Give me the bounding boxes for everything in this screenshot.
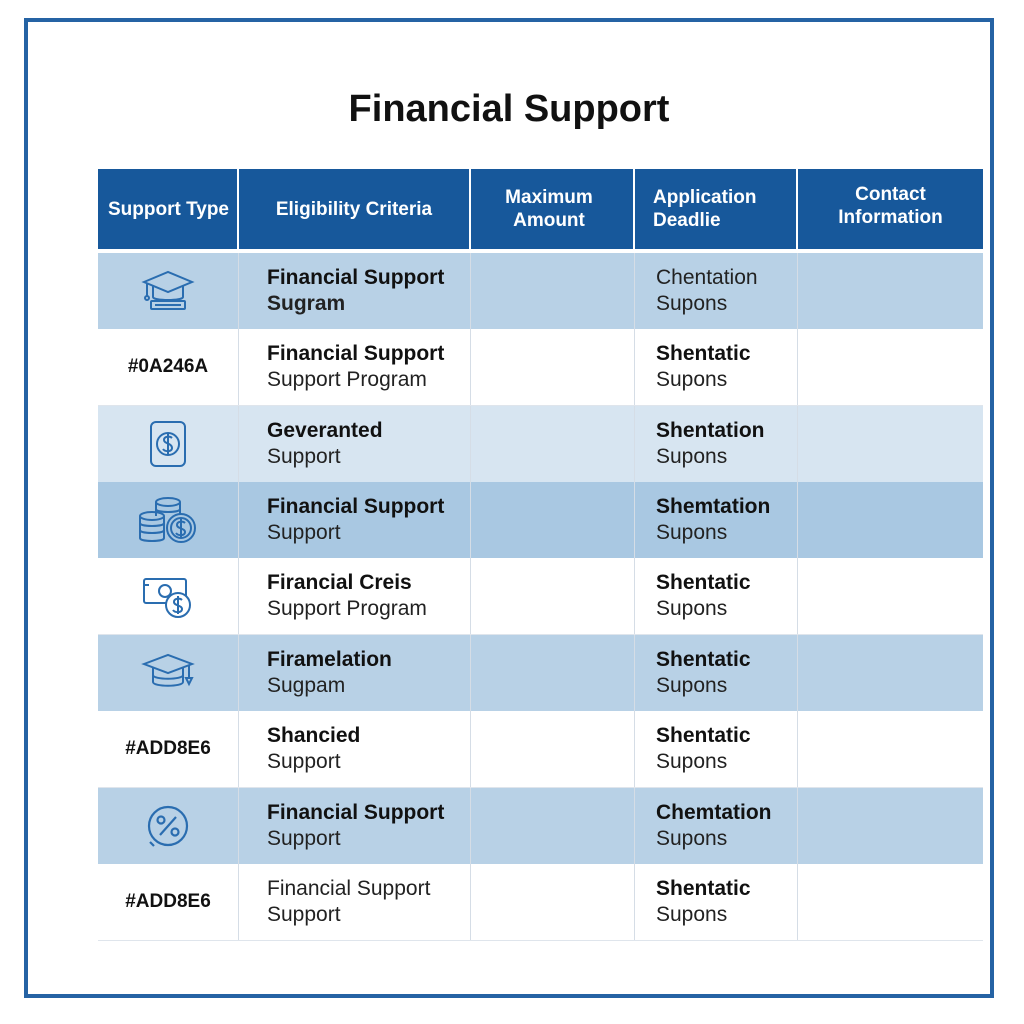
deadline-line1: Shemtation xyxy=(656,495,771,518)
cash-dollar-icon xyxy=(140,571,196,621)
criteria-line2: Support Program xyxy=(267,368,427,391)
deadline-cell xyxy=(635,406,798,482)
support-type-cell xyxy=(98,406,239,482)
contact-cell xyxy=(798,482,983,558)
criteria-line1: Geveranted xyxy=(267,419,383,442)
deadline-line1: Shentatic xyxy=(656,724,751,747)
header-contact-information-line1: Contact xyxy=(855,184,926,205)
support-type-cell xyxy=(98,558,239,634)
deadline-line1: Chentation xyxy=(656,266,758,289)
graduation-cap-icon xyxy=(139,267,197,315)
header-support-type-label: Support Type xyxy=(107,198,230,220)
header-application-deadline-label xyxy=(653,186,756,232)
deadline-line1: Shentatic xyxy=(656,648,751,671)
deadline-cell xyxy=(635,788,798,864)
criteria-line2: Support xyxy=(267,521,341,544)
header-eligibility-criteria[interactable] xyxy=(239,169,471,249)
header-maximum-amount-line2: Amount xyxy=(513,210,585,231)
table-row[interactable] xyxy=(98,635,983,711)
header-maximum-amount[interactable] xyxy=(471,169,635,249)
deadline-line2: Supons xyxy=(656,903,728,926)
eligibility-cell xyxy=(239,864,471,940)
header-maximum-amount-label xyxy=(505,186,593,232)
eligibility-cell xyxy=(239,788,471,864)
criteria-line1: Financial Support xyxy=(267,877,431,900)
criteria-line2: Support Program xyxy=(267,597,427,620)
deadline-line2: Supons xyxy=(656,827,728,850)
support-type-cell xyxy=(98,788,239,864)
header-contact-information-label xyxy=(838,183,943,229)
maximum-amount-cell xyxy=(471,406,635,482)
deadline-line2: Supons xyxy=(656,750,728,773)
deadline-line2: Supons xyxy=(656,292,728,315)
criteria-line2: Support xyxy=(267,827,341,850)
maximum-amount-cell xyxy=(471,558,635,634)
criteria-line2: Support xyxy=(267,750,341,773)
contact-cell xyxy=(798,329,983,405)
page-title: Financial Support xyxy=(348,88,670,130)
criteria-line2: Sugram xyxy=(267,292,346,315)
table-row[interactable] xyxy=(98,482,983,558)
table-row[interactable] xyxy=(98,253,983,329)
support-type-code: #ADD8E6 xyxy=(125,891,211,912)
deadline-line1: Shentatic xyxy=(656,571,751,594)
deadline-cell xyxy=(635,482,798,558)
support-type-cell xyxy=(98,329,239,405)
deadline-line2: Supons xyxy=(656,521,728,544)
contact-cell xyxy=(798,406,983,482)
graduation-cap-icon xyxy=(139,650,197,696)
financial-support-table xyxy=(98,169,983,941)
table-row[interactable] xyxy=(98,329,983,406)
table-row[interactable] xyxy=(98,406,983,482)
deadline-line1: Shentation xyxy=(656,419,765,442)
deadline-cell xyxy=(635,711,798,787)
header-maximum-amount-line1: Maximum xyxy=(505,187,593,208)
deadline-cell xyxy=(635,329,798,405)
deadline-line2: Supons xyxy=(656,597,728,620)
contact-cell xyxy=(798,635,983,711)
criteria-line1: Financial Support xyxy=(267,266,445,289)
table-row[interactable] xyxy=(98,788,983,864)
percent-icon xyxy=(144,802,192,850)
table-row[interactable] xyxy=(98,711,983,788)
contact-cell xyxy=(798,558,983,634)
deadline-cell xyxy=(635,635,798,711)
criteria-line2: Sugpam xyxy=(267,674,346,697)
maximum-amount-cell xyxy=(471,864,635,940)
table-row[interactable] xyxy=(98,558,983,635)
support-type-code: #ADD8E6 xyxy=(125,738,211,759)
support-type-code: #0A246A xyxy=(127,356,209,377)
support-type-cell xyxy=(98,482,239,558)
maximum-amount-cell xyxy=(471,788,635,864)
contact-cell xyxy=(798,864,983,940)
eligibility-cell xyxy=(239,253,471,329)
deadline-line1: Chemtation xyxy=(656,801,772,824)
contact-cell xyxy=(798,253,983,329)
maximum-amount-cell xyxy=(471,711,635,787)
eligibility-cell xyxy=(239,635,471,711)
header-application-deadline-line1: Application xyxy=(653,187,757,208)
criteria-line1: Firancial Creis xyxy=(267,571,412,594)
deadline-line1: Shentatic xyxy=(656,877,751,900)
contact-cell xyxy=(798,711,983,787)
header-contact-information[interactable] xyxy=(798,169,983,249)
eligibility-cell xyxy=(239,558,471,634)
eligibility-cell xyxy=(239,329,471,405)
table-header-row xyxy=(98,169,983,249)
criteria-line1: Shancied xyxy=(267,724,361,747)
maximum-amount-cell xyxy=(471,253,635,329)
deadline-line2: Supons xyxy=(656,445,728,468)
deadline-line2: Supons xyxy=(656,674,728,697)
page-frame xyxy=(24,18,994,998)
header-contact-information-line2: Information xyxy=(838,207,943,228)
criteria-line2: Support xyxy=(267,903,341,926)
maximum-amount-cell xyxy=(471,329,635,405)
criteria-line1: Financial Support xyxy=(267,495,445,518)
eligibility-cell xyxy=(239,711,471,787)
deadline-cell xyxy=(635,864,798,940)
deadline-line2: Supons xyxy=(656,368,728,391)
coins-dollar-icon xyxy=(136,494,200,546)
deadline-cell xyxy=(635,558,798,634)
contact-cell xyxy=(798,788,983,864)
eligibility-cell xyxy=(239,406,471,482)
header-support-type[interactable] xyxy=(98,169,239,249)
dollar-note-icon xyxy=(146,418,190,470)
deadline-line1: Shentatic xyxy=(656,342,751,365)
criteria-line1: Firamelation xyxy=(267,648,392,671)
eligibility-cell xyxy=(239,482,471,558)
header-application-deadline[interactable] xyxy=(635,169,798,249)
criteria-line2: Support xyxy=(267,445,341,468)
header-application-deadline-line2: Deadlie xyxy=(653,210,721,231)
support-type-cell xyxy=(98,635,239,711)
criteria-line1: Financial Support xyxy=(267,801,445,824)
maximum-amount-cell xyxy=(471,635,635,711)
table-row[interactable] xyxy=(98,864,983,941)
criteria-line1: Financial Support xyxy=(267,342,445,365)
support-type-cell xyxy=(98,711,239,787)
support-type-cell xyxy=(98,253,239,329)
deadline-cell xyxy=(635,253,798,329)
maximum-amount-cell xyxy=(471,482,635,558)
support-type-cell xyxy=(98,864,239,940)
header-eligibility-criteria-label: Eligibility Criteria xyxy=(275,198,433,220)
